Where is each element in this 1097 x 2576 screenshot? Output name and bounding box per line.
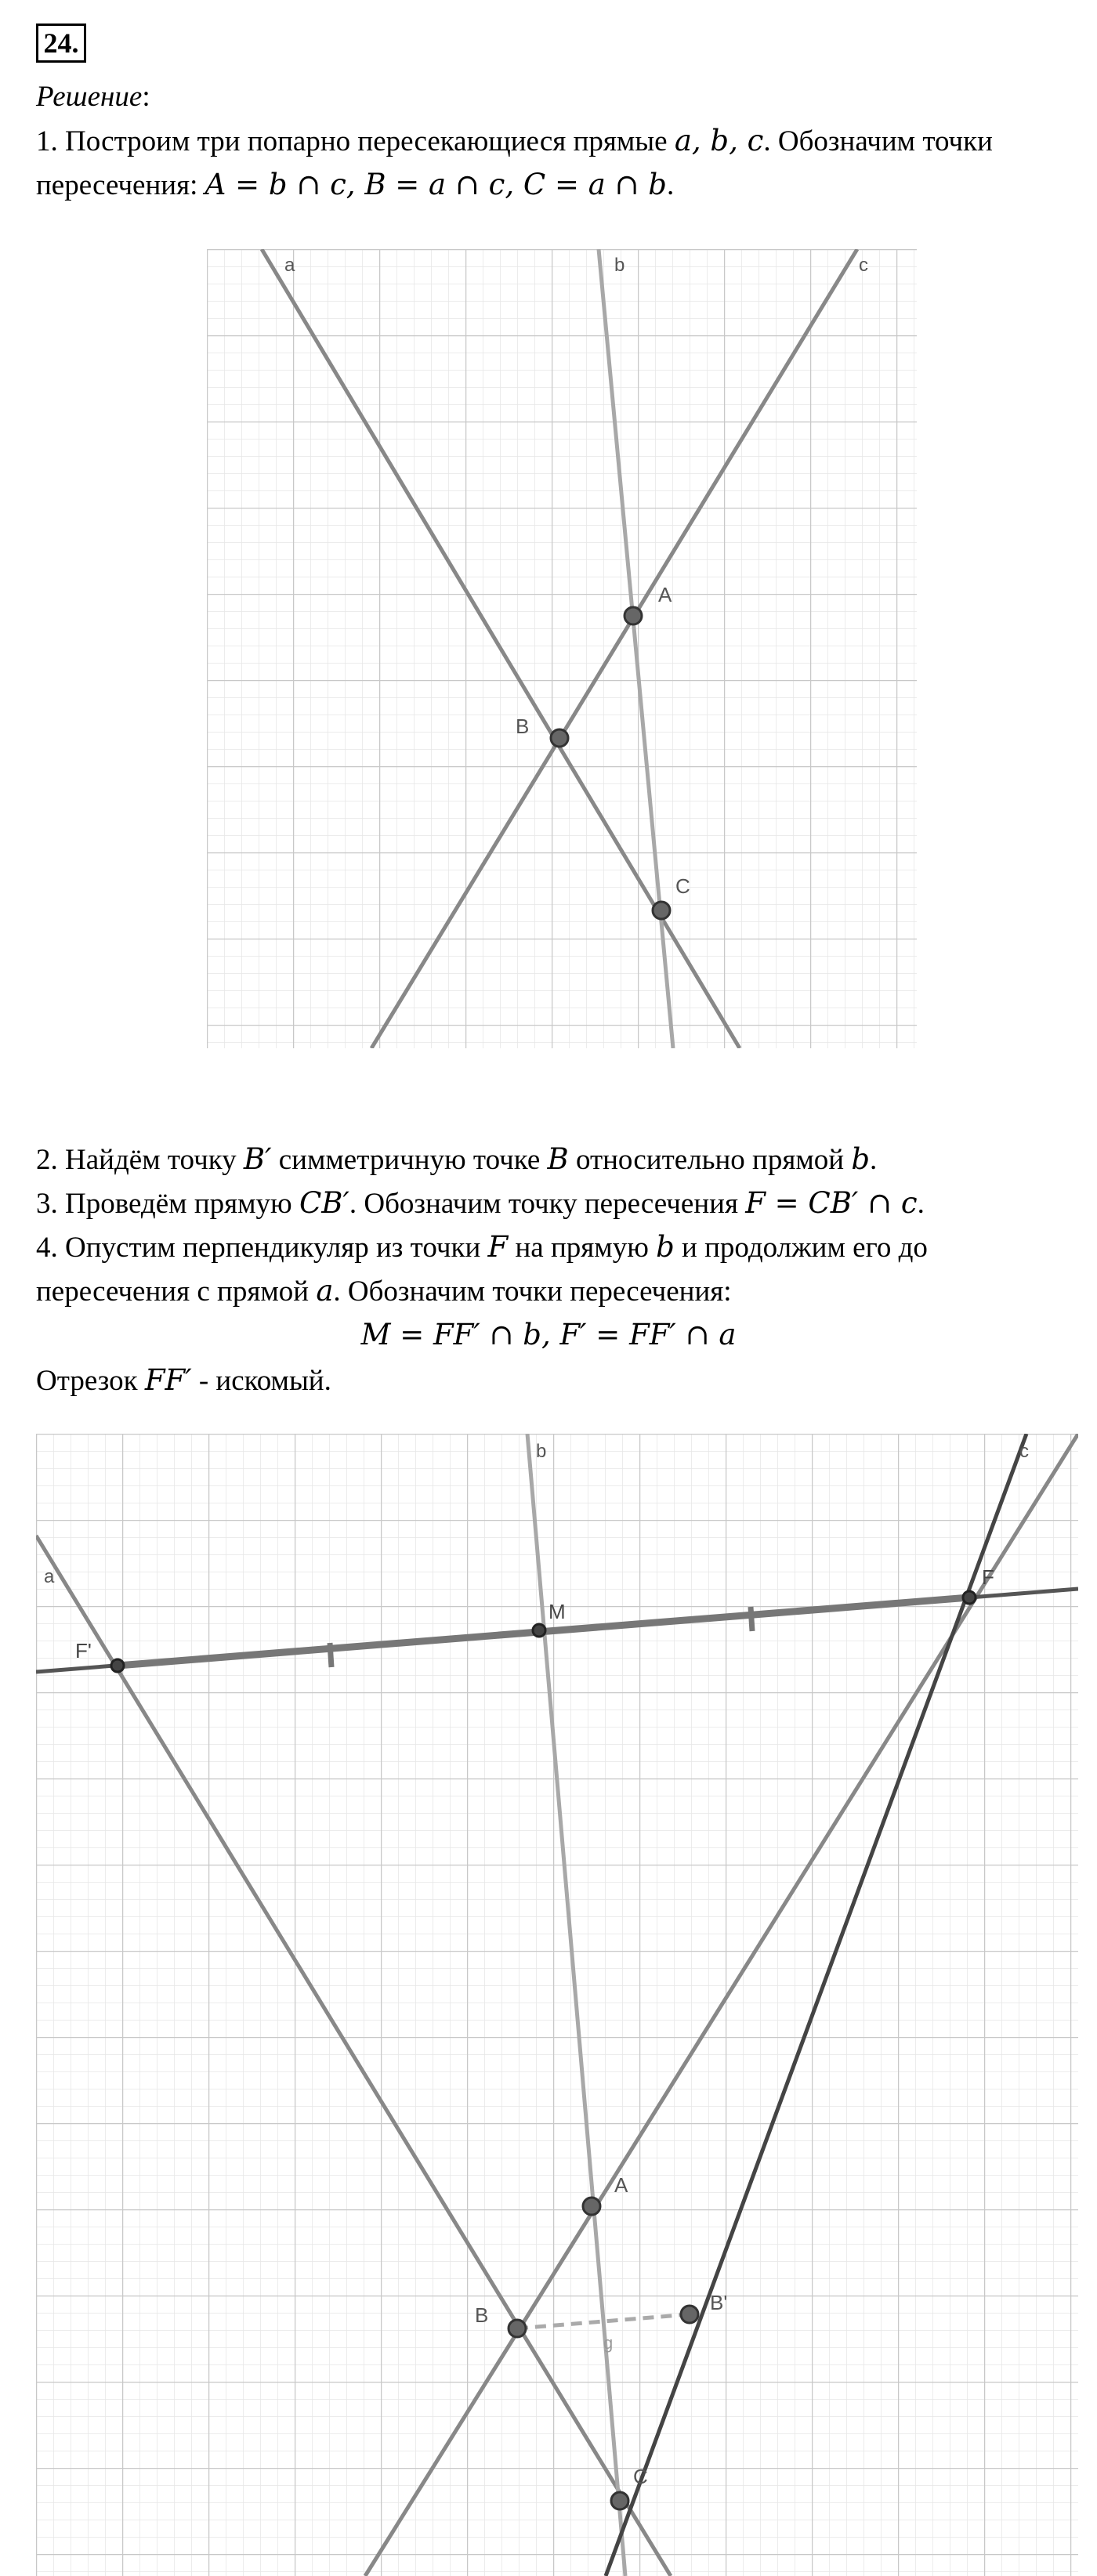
- figure-1: [207, 249, 917, 1048]
- label-A: A: [614, 2173, 628, 2197]
- step4-line1: 4. Опустим перпендикуляр из точки F на прямую b и продолжим его до: [36, 1230, 928, 1264]
- step2: 2. Найдём точку B′ симметричную точке B относительно прямой b.: [36, 1142, 878, 1176]
- label-g: g: [603, 2333, 614, 2353]
- label-b: b: [614, 255, 625, 276]
- point-M: [533, 1624, 545, 1637]
- solution-label: Решение:: [36, 81, 150, 113]
- tick-mark-left: [330, 1643, 331, 1667]
- label-a: a: [284, 255, 295, 276]
- label-a: a: [44, 1566, 55, 1587]
- point-A: [583, 2198, 600, 2215]
- label-C: C: [675, 874, 690, 898]
- label-Bp: B': [710, 2291, 728, 2314]
- tick-mark-right: [751, 1607, 752, 1631]
- label-c: c: [1019, 1441, 1029, 1462]
- point-F: [963, 1591, 976, 1604]
- label-c: c: [859, 255, 868, 276]
- label-B: B: [516, 715, 530, 738]
- label-Fp: F': [75, 1639, 92, 1662]
- point-B: [509, 2320, 526, 2337]
- figure-2: [36, 1434, 1078, 2576]
- step3: 3. Проведём прямую CB′. Обозначим точку пересечения F = CB′ ∩ c.: [36, 1186, 925, 1220]
- point-Fp: [111, 1659, 124, 1672]
- step4-formula: M = FF′ ∩ b, F′ = FF′ ∩ a: [360, 1318, 737, 1351]
- label-C: C: [633, 2465, 648, 2488]
- grid-1: [207, 249, 917, 1048]
- step1-line1: 1. Построим три попарно пересекающиеся прямые a, b, c. Обозначим точки: [36, 124, 993, 157]
- label-F: F: [982, 1565, 994, 1589]
- point-Bp: [681, 2306, 698, 2323]
- point-C: [653, 902, 670, 919]
- conclusion: Отрезок FF′ - искомый.: [36, 1363, 331, 1397]
- step1-line2: пересечения: A = b ∩ c, B = a ∩ c, C = a ∩ b.: [36, 168, 675, 201]
- label-B: B: [475, 2303, 489, 2327]
- point-A: [625, 607, 642, 624]
- label-A: A: [658, 583, 672, 606]
- point-C: [611, 2492, 628, 2509]
- point-B: [551, 729, 568, 747]
- step4-line2: пересечения с прямой a. Обозначим точки пересечения:: [36, 1274, 732, 1308]
- label-M: M: [548, 1600, 566, 1623]
- label-b: b: [536, 1441, 547, 1462]
- problem-number: 24.: [36, 24, 86, 63]
